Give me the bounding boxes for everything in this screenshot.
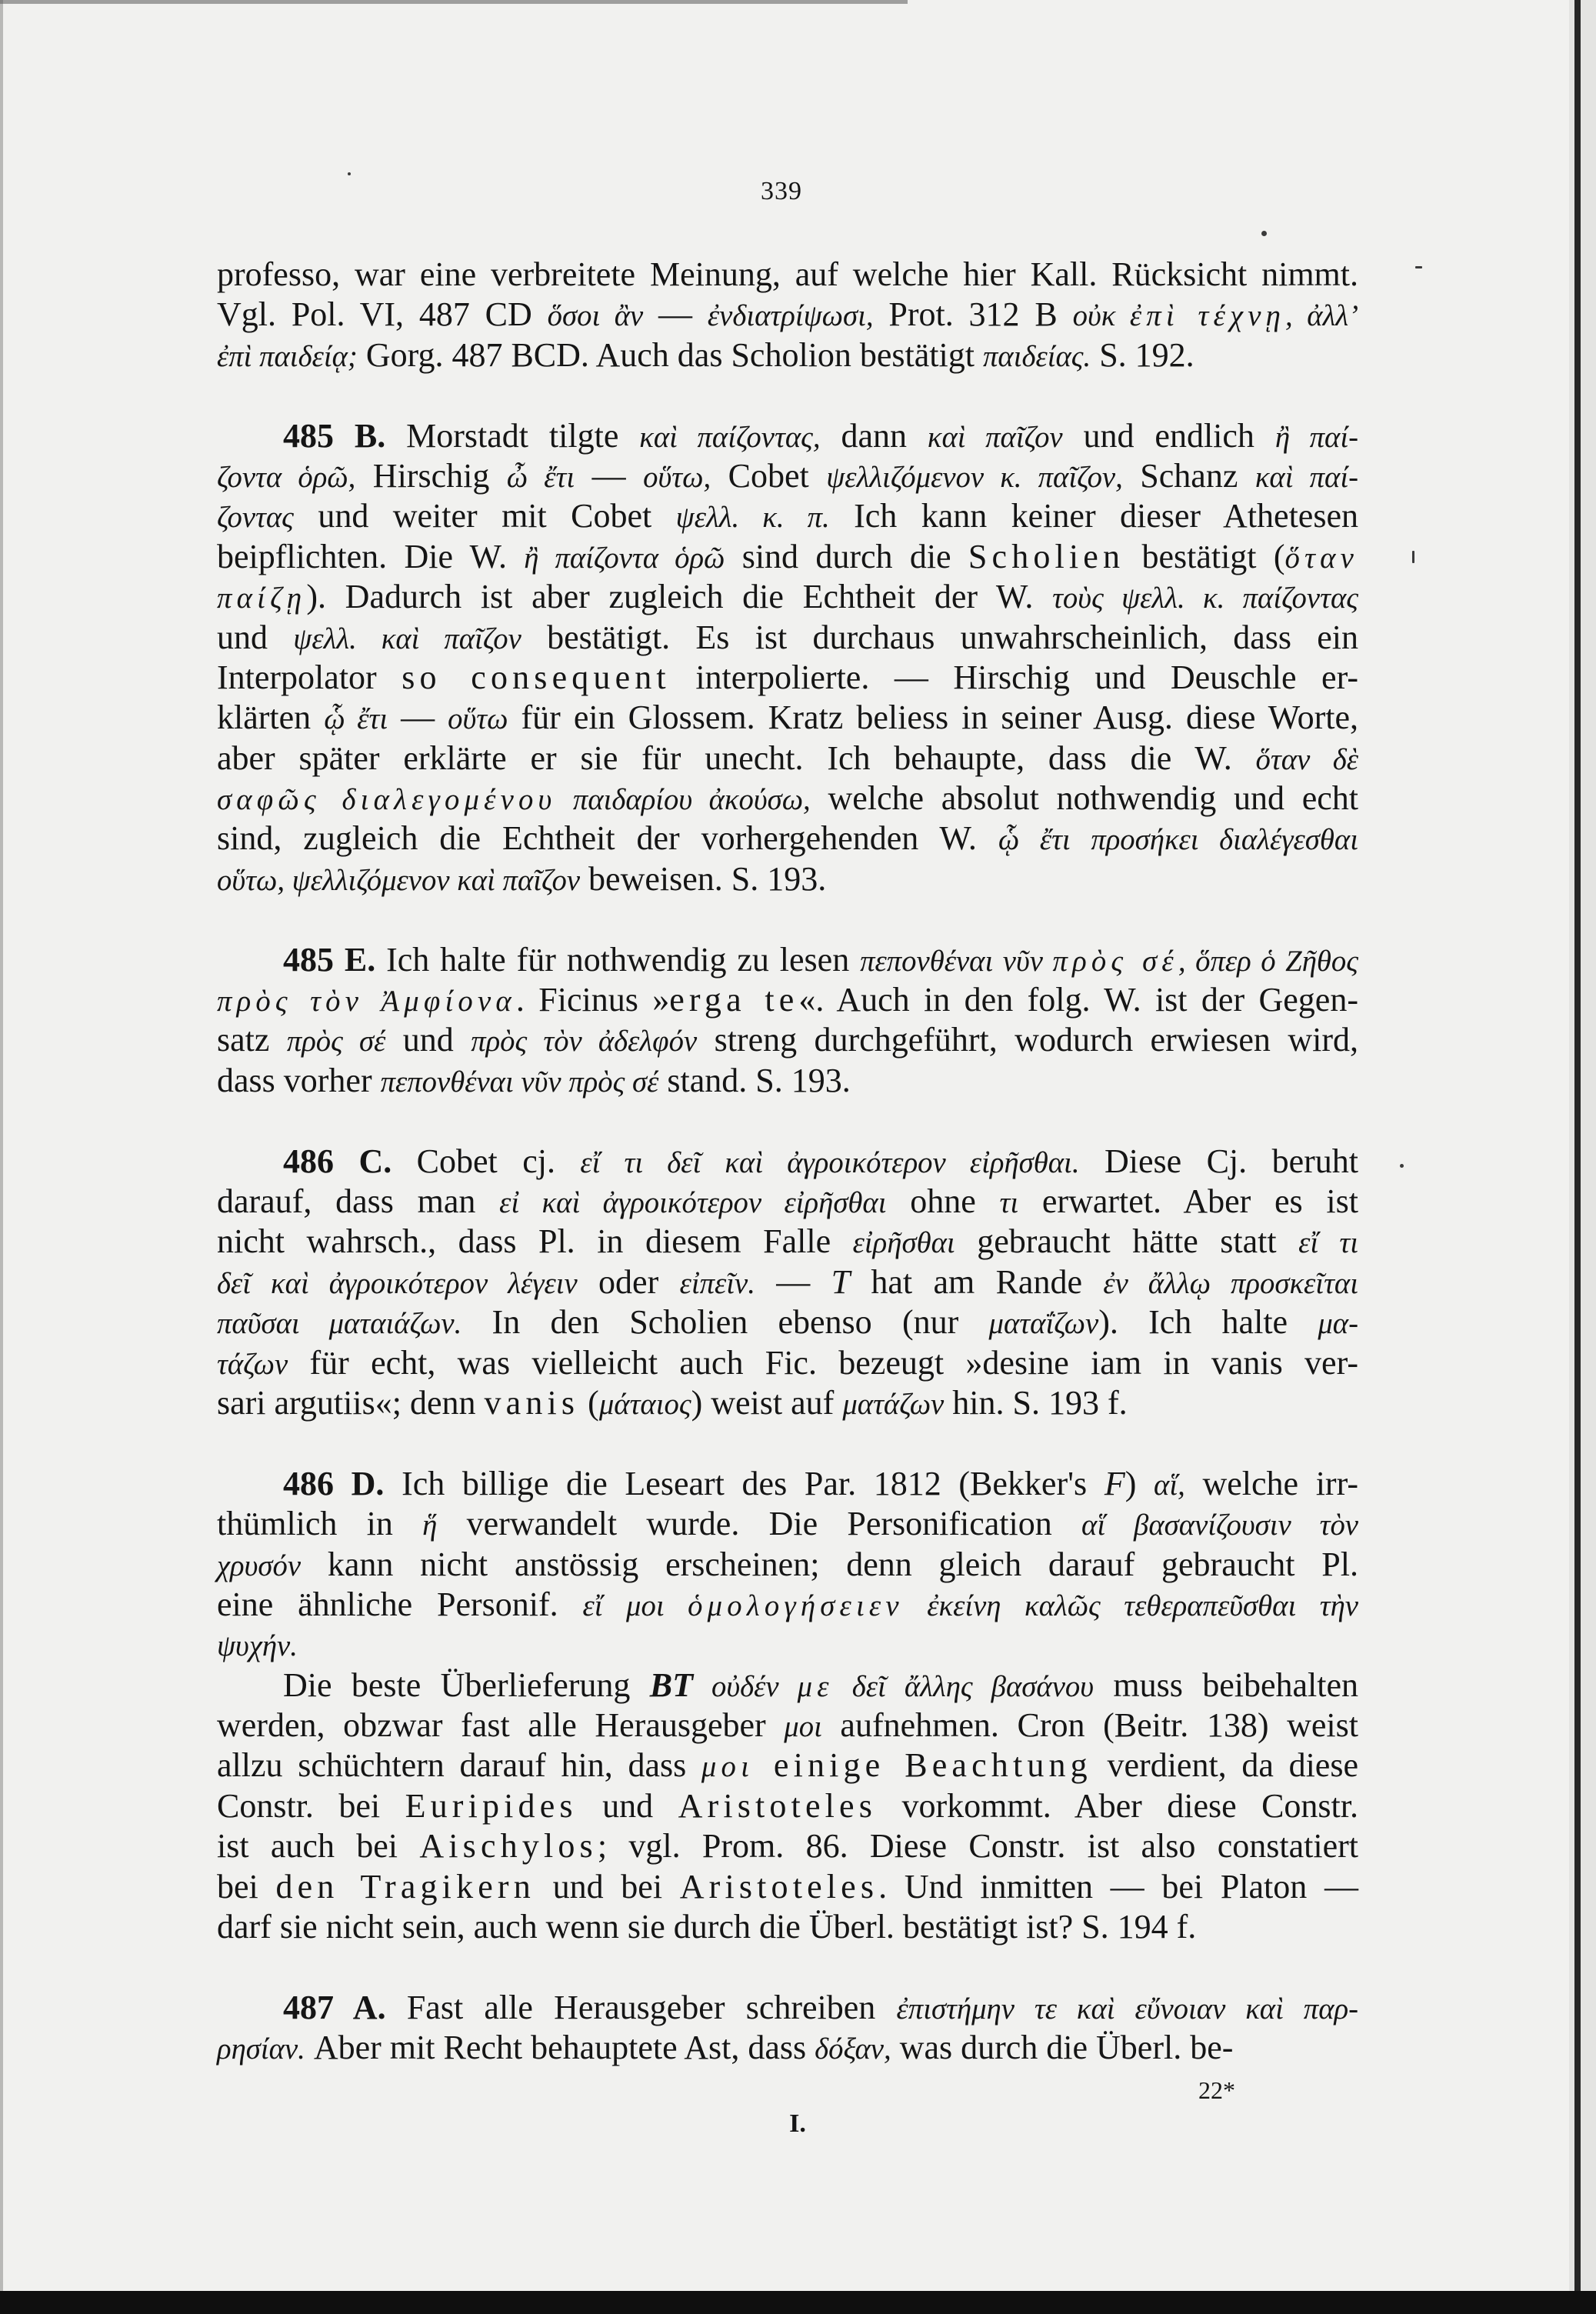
text-line-content [217,1020,1358,1062]
text-line-content [217,577,1358,619]
greek-text: οὕτω, [643,460,711,494]
text-line [217,859,1358,899]
section-label: 487 A. [283,1988,386,2026]
text-line-content [217,537,1358,578]
text-run: Die beste Überlieferung [283,1665,650,1704]
text-run: ) [1125,1464,1155,1502]
text-run: welche absolut nothwendig und echt [810,779,1358,818]
text-run: klärten [217,699,325,737]
text-line-content [217,496,1358,538]
text-run: stand. S. 193. [658,1061,851,1099]
greek-spaced-text: παίζῃ [217,582,307,615]
text-run: Morstadt tilgte [385,416,640,455]
italic-letter: F [1104,1464,1125,1502]
text-line [217,1464,1358,1504]
text-line-content [217,1262,1358,1304]
text-run: sind, zugleich die Echtheit der vorhergehenden W. [217,819,998,858]
greek-text: ζοντα ὁρῶ, [217,460,356,494]
text-run: bei [217,1867,276,1906]
text-run: allzu schüchtern darauf hin, dass [217,1746,701,1785]
text-line [217,1826,1358,1866]
text-run: Interpolator [217,658,402,696]
text-line-content [217,255,1358,295]
greek-spaced-text: με [797,1669,834,1703]
greek-spaced-text: πρὸς σέ [1052,944,1178,978]
text-line [217,1262,1358,1302]
text-line-content [217,1867,1358,1907]
text-line-content [217,618,1358,659]
paragraph [217,416,1358,900]
text-line-content [217,1343,1358,1385]
text-line-content [217,1222,1358,1263]
text-run: ; vgl. Prom. 86. Diese Constr. ist also constatiert [597,1827,1359,1866]
spaced-text: einige Beachtung [754,1746,1092,1785]
greek-text: οὐδέν [693,1669,798,1703]
greek-text: παιδείας. [982,339,1091,373]
greek-text: τι [999,1185,1019,1219]
text-line [217,416,1358,456]
greek-spaced-text: ὁμολογήσειεν [688,1589,904,1622]
text-run: bestätigt. Es ist durchaus unwahrscheinlich, dass ein [521,618,1359,656]
text-line-content [217,1786,1358,1826]
spaced-text: Euripides [405,1786,578,1825]
text-block [217,255,1358,2069]
text-run: werden, obzwar fast alle Herausgeber [217,1706,785,1745]
greek-spaced-text: μοι [701,1750,755,1784]
greek-text: εἰ καὶ ἀγροικότερον εἰρῆσθαι [499,1185,887,1219]
greek-text: ρησίαν. [217,2032,305,2066]
greek-spaced-text: ὅταν [1284,541,1358,575]
text-run: «. Auch in den folg. W. ist der Gegen- [798,981,1358,1019]
text-line [217,779,1358,819]
text-line-content [217,819,1358,860]
text-line-content [217,980,1358,1022]
scan-speck [348,172,351,175]
text-line-content [217,698,1358,739]
text-section [217,1988,1358,2069]
greek-text: δόξαν, [815,2032,891,2066]
greek-text: καὶ παίζοντας, [639,420,821,454]
greek-text: ζοντας [217,501,294,535]
greek-text: ἐν ἄλλῳ προσκεῖται [1103,1266,1359,1300]
text-run: muss beibehalten [1094,1665,1358,1704]
text-run: ). Ich halte [1098,1303,1318,1342]
signature-mark: I. [789,2109,806,2138]
spaced-text: so consequent [401,658,671,696]
text-run: S. 192. [1091,335,1195,374]
text-line [217,537,1358,577]
scan-speck [1415,266,1422,268]
greek-text: ματαΐζων [988,1307,1099,1341]
text-line-content [217,739,1358,780]
text-run: — [755,1262,831,1301]
text-line-content [283,1988,1358,2029]
text-run: In den Scholien ebenso (nur [461,1303,989,1342]
text-run: Diese Cj. beruht [1079,1142,1358,1180]
text-line [217,456,1358,496]
text-line [217,1504,1358,1544]
text-line-content [217,1746,1358,1787]
scan-speck [1261,231,1267,236]
italic-letter: T [831,1262,851,1301]
text-run: für echt, was vielleicht auch Fic. bezeugt »desine iam in vanis ver- [288,1343,1358,1382]
greek-text: ᾧ ἔτι προσήκει διαλέγεσθαι [998,823,1358,857]
greek-text: οὕτω [448,702,508,736]
greek-text: ψελλ. καὶ παῖζον [293,622,521,655]
greek-text: χρυσόν [217,1549,302,1582]
greek-text: δεῖ ἄλλης βασάνου [833,1669,1095,1703]
scan-edge-left [0,0,3,2314]
text-run: gebraucht hätte statt [955,1222,1299,1261]
text-line-content [283,1665,1358,1707]
text-run: Schanz [1122,456,1255,495]
greek-text: , ὅπερ ὁ Ζῆθος [1178,944,1358,978]
greek-text: ᾧ ἔτι [324,702,388,736]
text-line-content [283,1142,1358,1183]
text-line [217,1020,1358,1060]
greek-text: , ἀλλ’ [1285,299,1358,333]
paragraph [217,1142,1358,1424]
text-line [217,940,1358,980]
text-line-content [217,1302,1358,1344]
text-run: aber später erklärte er sie für unecht. Ich behaupte, dass die W. [217,739,1256,777]
greek-text: πεπονθέναι νῦν πρὸς σέ [380,1065,659,1099]
greek-text: εἰρῆσθαι [852,1226,955,1260]
text-line-content [283,940,1358,982]
text-line [217,1343,1358,1383]
greek-text: αἵ, [1154,1468,1185,1502]
text-run: — [643,295,708,334]
greek-text: εἴ τι [1298,1226,1358,1260]
text-run: und weiter mit Cobet [293,497,676,535]
text-line [217,739,1358,779]
text-run: kann nicht anstössig erscheinen; denn gleich darauf gebraucht Pl. [301,1545,1358,1583]
text-line [217,577,1358,617]
greek-spaced-text: πρὸς τὸν Ἀμφίονα [217,985,516,1019]
text-run: bestätigt ( [1125,537,1285,575]
greek-text: ἢ παίζοντα ὁρῶ [524,541,725,575]
text-line [217,1665,1358,1705]
text-line-content [217,1182,1358,1223]
greek-text: παιδαρίου ἀκούσω, [556,783,811,817]
text-run: — [388,699,448,737]
text-run: welche irr- [1185,1464,1359,1502]
text-line-content [217,1061,851,1102]
paragraph [217,255,1358,375]
text-run: hin. S. 193 f. [944,1383,1128,1422]
scan-edge-top [0,0,908,4]
text-line-content [217,1585,1358,1626]
text-line [217,698,1358,738]
text-run: beipflichten. Die W. [217,537,525,575]
greek-text: ἢ παί- [1274,420,1358,454]
text-line [217,819,1358,859]
text-line [217,1786,1358,1826]
text-line [217,1302,1358,1342]
text-line-content [217,456,1358,498]
greek-text: οὐκ [1072,299,1130,333]
spaced-text: vanis [484,1383,580,1422]
greek-text: καὶ παῖζον [927,420,1063,454]
greek-text: μάταιος [598,1387,691,1421]
spaced-text: Aischylos [419,1827,598,1866]
text-line [217,618,1358,658]
text-run: Constr. bei [217,1786,405,1825]
text-run: Ich halte für nothwendig zu lesen [375,940,861,979]
text-run: verdient, da diese [1091,1746,1358,1785]
text-run: sari argutiis«; denn [217,1383,485,1422]
greek-text: ὅσοι ἂν [547,299,644,333]
text-line-content [217,779,1358,820]
text-run: interpolierte. — Hirschig und Deuschle er- [670,658,1358,696]
section-label: 485 B. [283,416,386,455]
text-run: Prot. 312 B [873,295,1073,334]
spaced-text: Aristoteles [679,1867,879,1906]
text-run: oder [577,1262,680,1301]
text-line [217,1182,1358,1222]
text-run: beweisen. S. 193. [580,859,827,898]
paragraph [217,1464,1358,1665]
greek-text: παῦσαι ματαιάζων. [217,1307,462,1341]
greek-text: πρὸς τὸν ἀδελφόν [471,1025,698,1059]
text-run: ) weist auf [691,1383,843,1422]
greek-text: μοι [784,1710,822,1744]
text-run: aufnehmen. Cron (Beitr. 138) weist [821,1706,1358,1745]
greek-text: αἵ βασανίζουσιν τὸν [1081,1509,1358,1542]
text-run: ). Dadurch ist aber zugleich die Echtheit der W. [306,578,1053,616]
text-section [217,1142,1358,1424]
greek-text: τοὺς ψελλ. κ. παίζοντας [1052,582,1358,615]
text-run: verwandelt wurde. Die Personification [437,1505,1082,1543]
text-line [217,1585,1358,1625]
text-run: nicht wahrsch., dass Pl. in diesem Falle [217,1222,853,1261]
greek-text: ἐπιστήμην τε καὶ εὔνοιαν καὶ παρ- [896,1992,1359,2026]
text-line [217,1746,1358,1786]
text-line [217,335,1358,375]
text-run: ( [579,1383,599,1422]
text-line [217,1142,1358,1182]
text-run: und bei [535,1867,680,1906]
text-line [217,1625,1358,1665]
text-line [217,980,1358,1020]
greek-text: δεῖ καὶ ἀγροικότερον λέγειν [217,1266,578,1300]
text-line [217,1867,1358,1907]
siglum: BT [649,1665,694,1704]
text-run: professo, war eine verbreitete Meinung, auf welche hier Kall. Rücksicht nimmt. [217,255,1358,293]
text-line-content [217,859,826,901]
greek-text: ὅταν δὲ [1255,742,1358,776]
greek-text: ὦ ἔτι [506,460,575,494]
text-run: — [575,456,644,495]
greek-text: εἴ μοι [582,1589,688,1622]
text-run: darf sie nicht sein, auch wenn sie durch die Überl. bestätigt ist? S. 194 f. [217,1908,1197,1946]
text-line [217,1907,1358,1947]
text-run: Gorg. 487 BCD. Auch das Scholion bestätigt [357,335,983,374]
text-line [217,1222,1358,1262]
text-run: Ich billige die Leseart des Par. 1812 (Bekker's [384,1464,1105,1502]
text-line-content [283,1464,1358,1505]
text-line-content [217,1504,1358,1545]
text-run: und [385,1021,471,1059]
text-run: vorkommt. Aber diese Constr. [877,1786,1359,1825]
scan-edge-bottom [0,2291,1596,2314]
greek-text: οὕτω, ψελλιζόμενον καὶ παῖζον [217,863,581,897]
greek-text: ἐπὶ παιδείᾳ; [217,339,358,373]
text-line [217,496,1358,536]
text-line-content [217,658,1358,698]
text-run: streng durchgeführt, wodurch erwiesen wird, [697,1021,1358,1059]
text-run: Hirschig [355,456,507,495]
scan-speck [1400,1164,1404,1168]
paragraph [217,1988,1358,2069]
text-line [217,1061,1358,1101]
text-run: ist auch bei [217,1827,420,1866]
text-run: Ich kann keiner dieser Athetesen [829,497,1358,535]
greek-text: εἴ τι δεῖ καὶ ἀγροικότερον εἰρῆσθαι. [580,1145,1080,1179]
greek-text: μα- [1318,1307,1358,1341]
text-run: . Und inmitten — bei Platon — [878,1867,1358,1906]
text-run: . Ficinus » [515,981,670,1019]
text-section [217,255,1358,375]
text-run: Fast alle Herausgeber schreiben [385,1988,897,2026]
sheet-mark: 22* [1198,2076,1235,2104]
text-line-content [217,1545,1358,1586]
text-line-content [217,335,1195,377]
text-run: Cobet cj. [392,1142,581,1180]
greek-text: ψελλιζόμενον κ. παῖζον, [826,460,1123,494]
greek-text: καὶ παί- [1254,460,1359,494]
text-line-content [217,2028,1233,2069]
greek-spaced-text: σαφῶς διαλεγομένου [217,783,557,817]
spaced-text: Scholien [968,537,1125,575]
text-line [217,1383,1358,1423]
text-run: darauf, dass man [217,1182,500,1220]
text-line-content [217,1383,1128,1425]
spaced-text: den Tragikern [275,1867,535,1906]
greek-text: πεπονθέναι νῦν [860,944,1053,978]
spaced-text: Aristoteles [678,1786,877,1825]
greek-text: ἐκείνη καλῶς τεθεραπεῦσθαι τὴν [903,1589,1358,1622]
greek-text: ἥ [422,1509,438,1542]
greek-text: τάζων [217,1347,288,1381]
section-label: 485 E. [283,940,376,979]
scan-edge-right-shade [1569,0,1596,2314]
text-run: dass vorher [217,1061,381,1099]
text-run: Aber mit Recht behauptete Ast, dass [305,2029,815,2067]
text-run: ohne [886,1182,1000,1220]
text-line [217,1705,1358,1746]
text-section [217,416,1358,900]
text-line [217,2028,1358,2068]
text-run: und [217,618,294,656]
text-section [217,1464,1358,1948]
text-line [217,658,1358,698]
text-run: dann [820,416,928,455]
paragraph [217,940,1358,1102]
text-run: hat am Rande [850,1262,1104,1301]
text-line-content [283,416,1358,458]
greek-text: ψυχήν. [217,1629,298,1663]
text-line [217,1988,1358,2028]
text-run: Cobet [711,456,827,495]
text-run: satz [217,1021,287,1059]
text-section [217,940,1358,1102]
text-line-content [217,1625,298,1666]
text-line [217,1545,1358,1585]
text-line-content [217,1907,1196,1947]
text-run: Vgl. Pol. VI, 487 CD [217,295,548,334]
text-line [217,255,1358,295]
greek-spaced-text: ἐπὶ τέχνῃ [1129,299,1286,333]
text-run: und [577,1786,678,1825]
greek-text: ψελλ. κ. π. [675,501,830,535]
paragraph [217,1665,1358,1948]
greek-text: εἰπεῖν. [679,1266,755,1300]
section-label: 486 C. [283,1142,392,1180]
section-label: 486 D. [283,1464,385,1502]
text-run: und endlich [1062,416,1275,455]
text-line-content [217,1826,1358,1866]
scan-speck [1412,551,1414,563]
text-run: erwartet. Aber es ist [1018,1182,1358,1220]
text-line [217,295,1358,335]
text-run: für ein Glossem. Kratz beliess in seiner Ausg. diese Worte, [508,699,1358,737]
scan-edge-right-line [1574,0,1581,2314]
page-number: 339 [761,177,802,205]
text-line-content [217,295,1358,336]
text-run: thümlich in [217,1505,423,1543]
text-line-content [217,1705,1358,1747]
spaced-text: erga te [669,981,799,1019]
text-run: was durch die Überl. be- [891,2029,1234,2067]
text-run: eine ähnliche Personif. [217,1585,583,1623]
greek-text: πρὸς σέ [286,1025,386,1059]
greek-text: ματάζων [842,1387,945,1421]
text-run: sind durch die [725,537,968,575]
greek-text: ἐνδιατρίψωσι, [707,299,874,333]
